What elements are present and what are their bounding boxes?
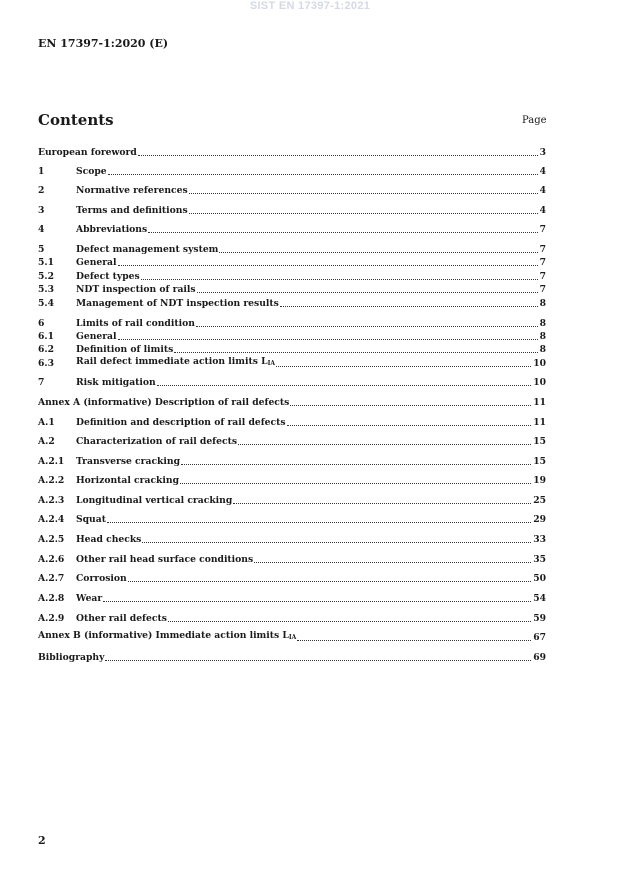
toc-entry-page: 7 — [539, 284, 546, 295]
toc-entry-number: 5 — [38, 244, 45, 255]
dot-leader — [219, 252, 537, 253]
toc-entry[interactable] — [38, 513, 546, 526]
dot-leader — [118, 265, 538, 266]
dot-leader — [103, 601, 531, 602]
dot-leader — [174, 352, 537, 353]
dot-leader — [142, 542, 531, 543]
dot-leader — [196, 326, 538, 327]
dot-leader — [287, 425, 532, 426]
toc-entry[interactable] — [38, 204, 546, 217]
toc-entry-page: 4 — [539, 205, 546, 216]
dot-leader — [254, 562, 531, 563]
toc-entry-number: 6 — [38, 318, 45, 329]
page-title: Contents — [38, 111, 114, 129]
toc-entry[interactable] — [38, 317, 546, 330]
toc-entry-title: Scope — [76, 166, 107, 177]
toc-entry-number: 6.3 — [38, 358, 54, 369]
toc-entry-page: 4 — [539, 166, 546, 177]
toc-entry-title: Defect types — [76, 271, 140, 282]
toc-entry-page: 7 — [539, 224, 546, 235]
dot-leader — [181, 464, 531, 465]
toc-entry-number: 1 — [38, 166, 45, 177]
toc-entry[interactable] — [38, 330, 546, 343]
toc-entry-page: 8 — [539, 318, 546, 329]
toc-entry[interactable] — [38, 612, 546, 625]
toc-entry-title: Squat — [76, 514, 106, 525]
toc-entry-page: 4 — [539, 185, 546, 196]
toc-entry[interactable] — [38, 243, 546, 256]
toc-entry-number: A.1 — [38, 417, 55, 428]
dot-leader — [157, 385, 531, 386]
toc-entry-number: 2 — [38, 185, 45, 196]
dot-leader — [168, 621, 531, 622]
toc-entry-page: 67 — [533, 632, 546, 643]
toc-entry-page: 29 — [533, 514, 546, 525]
toc-entry-page: 7 — [539, 244, 546, 255]
toc-entry-title: Definition and description of rail defects — [76, 417, 286, 428]
toc-entry-page: 10 — [533, 358, 546, 369]
toc-entry-title: General — [76, 257, 117, 268]
toc-entry-page: 35 — [533, 554, 546, 565]
toc-entry-title: Risk mitigation — [76, 377, 156, 388]
page-number: 2 — [38, 834, 46, 847]
toc-entry-number: A.2.1 — [38, 456, 65, 467]
toc-entry[interactable] — [38, 396, 546, 409]
toc-entry-title: Corrosion — [76, 573, 127, 584]
toc-entry-title: Longitudinal vertical cracking — [76, 495, 233, 506]
document-id: EN 17397-1:2020 (E) — [38, 37, 169, 50]
toc-entry-number: 7 — [38, 377, 45, 388]
toc-entry-number: A.2.4 — [38, 514, 65, 525]
toc-entry[interactable] — [38, 651, 546, 664]
toc-entry-number: 4 — [38, 224, 45, 235]
dot-leader — [233, 503, 531, 504]
dot-leader — [148, 232, 537, 233]
toc-entry-title: Abbreviations — [76, 224, 148, 235]
toc-entry[interactable] — [38, 572, 546, 585]
toc-entry-title: NDT inspection of rails — [76, 284, 196, 295]
toc-entry-title: Wear — [76, 593, 103, 604]
dot-leader — [105, 660, 531, 661]
toc-entry[interactable] — [38, 146, 546, 159]
toc-entry-title: Rail defect immediate action limits L — [76, 356, 268, 367]
toc-entry-number: A.2.2 — [38, 475, 65, 486]
toc-entry-page: 33 — [533, 534, 546, 545]
dot-leader — [276, 366, 531, 367]
toc-entry[interactable] — [38, 455, 546, 468]
toc-entry-subscript: IA — [288, 634, 297, 641]
toc-entry-page: 69 — [533, 652, 546, 663]
toc-entry-page: 11 — [533, 397, 546, 408]
page-column-label: Page — [522, 115, 547, 126]
toc-entry-title: Head checks — [76, 534, 142, 545]
toc-entry-page: 10 — [533, 377, 546, 388]
toc-entry-title: Annex B (informative) Immediate action limits L — [38, 630, 289, 641]
toc-entry-page: 15 — [533, 436, 546, 447]
toc-entry-subscript: IA — [267, 360, 276, 367]
dot-leader — [297, 640, 531, 641]
toc-entry[interactable] — [38, 533, 546, 546]
toc-entry-page: 7 — [539, 257, 546, 268]
toc-entry-page: 15 — [533, 456, 546, 467]
toc-entry-page: 7 — [539, 271, 546, 282]
toc-entry-title: Transverse cracking — [76, 456, 180, 467]
toc-entry[interactable] — [38, 343, 546, 356]
toc-entry-title: Normative references — [76, 185, 188, 196]
toc-entry-number: 6.1 — [38, 331, 54, 342]
dot-leader — [189, 213, 538, 214]
toc-entry-number: A.2.8 — [38, 593, 65, 604]
dot-leader — [290, 405, 531, 406]
toc-entry-page: 11 — [533, 417, 546, 428]
toc-entry[interactable] — [38, 435, 546, 448]
toc-entry[interactable] — [38, 631, 546, 644]
toc-entry-title: European foreword — [38, 147, 137, 158]
toc-entry-title: Terms and definitions — [76, 205, 188, 216]
toc-entry-title: Other rail head surface conditions — [76, 554, 254, 565]
dot-leader — [180, 483, 531, 484]
toc-entry-page: 8 — [539, 344, 546, 355]
toc-entry-title: Other rail defects — [76, 613, 167, 624]
toc-entry[interactable] — [38, 283, 546, 296]
toc-entry-number: 6.2 — [38, 344, 54, 355]
toc-entry[interactable] — [38, 474, 546, 487]
toc-entry-title: Characterization of rail defects — [76, 436, 237, 447]
toc-entry-number: A.2.3 — [38, 495, 65, 506]
toc-entry[interactable] — [38, 592, 546, 605]
toc-entry-title: General — [76, 331, 117, 342]
dot-leader — [141, 279, 538, 280]
toc-entry-number: 5.4 — [38, 298, 54, 309]
dot-leader — [197, 292, 538, 293]
dot-leader — [107, 522, 531, 523]
toc-entry-title: Limits of rail condition — [76, 318, 195, 329]
toc-entry-page: 59 — [533, 613, 546, 624]
toc-entry-number: A.2.7 — [38, 573, 65, 584]
toc-entry-title: Annex A (informative) Description of rail defects — [38, 397, 290, 408]
dot-leader — [108, 174, 538, 175]
toc-entry[interactable] — [38, 297, 546, 310]
toc-entry-number: 5.1 — [38, 257, 54, 268]
toc-entry[interactable] — [38, 223, 546, 236]
dot-leader — [238, 444, 531, 445]
toc-entry-number: 5.2 — [38, 271, 54, 282]
toc-entry[interactable] — [38, 494, 546, 507]
toc-entry[interactable] — [38, 270, 546, 283]
toc-entry-number: 3 — [38, 205, 45, 216]
toc-entry[interactable] — [38, 256, 546, 269]
toc-entry[interactable] — [38, 184, 546, 197]
dot-leader — [189, 193, 538, 194]
toc-entry-title: Bibliography — [38, 652, 105, 663]
toc-entry-page: 50 — [533, 573, 546, 584]
toc-entry-title: Defect management system — [76, 244, 219, 255]
toc-entry-page: 3 — [539, 147, 546, 158]
toc-entry[interactable] — [38, 376, 546, 389]
dot-leader — [280, 306, 538, 307]
dot-leader — [128, 581, 531, 582]
toc-entry-title: Horizontal cracking — [76, 475, 179, 486]
toc-entry-page: 8 — [539, 298, 546, 309]
dot-leader — [138, 155, 538, 156]
toc-entry-title: Definition of limits — [76, 344, 174, 355]
toc-entry-page: 8 — [539, 331, 546, 342]
dot-leader — [118, 339, 538, 340]
toc-entry-page: 19 — [533, 475, 546, 486]
watermark: SIST EN 17397-1:2021 — [249, 0, 371, 12]
toc-entry[interactable] — [38, 416, 546, 429]
toc-entry[interactable] — [38, 357, 546, 370]
toc-entry-number: A.2.5 — [38, 534, 65, 545]
toc-entry-number: 5.3 — [38, 284, 54, 295]
toc-entry[interactable] — [38, 553, 546, 566]
toc-entry-page: 54 — [533, 593, 546, 604]
toc-entry-page: 25 — [533, 495, 546, 506]
toc-entry[interactable] — [38, 165, 546, 178]
toc-entry-number: A.2.6 — [38, 554, 65, 565]
toc-entry-number: A.2.9 — [38, 613, 65, 624]
toc-entry-title: Management of NDT inspection results — [76, 298, 279, 309]
toc-entry-number: A.2 — [38, 436, 55, 447]
